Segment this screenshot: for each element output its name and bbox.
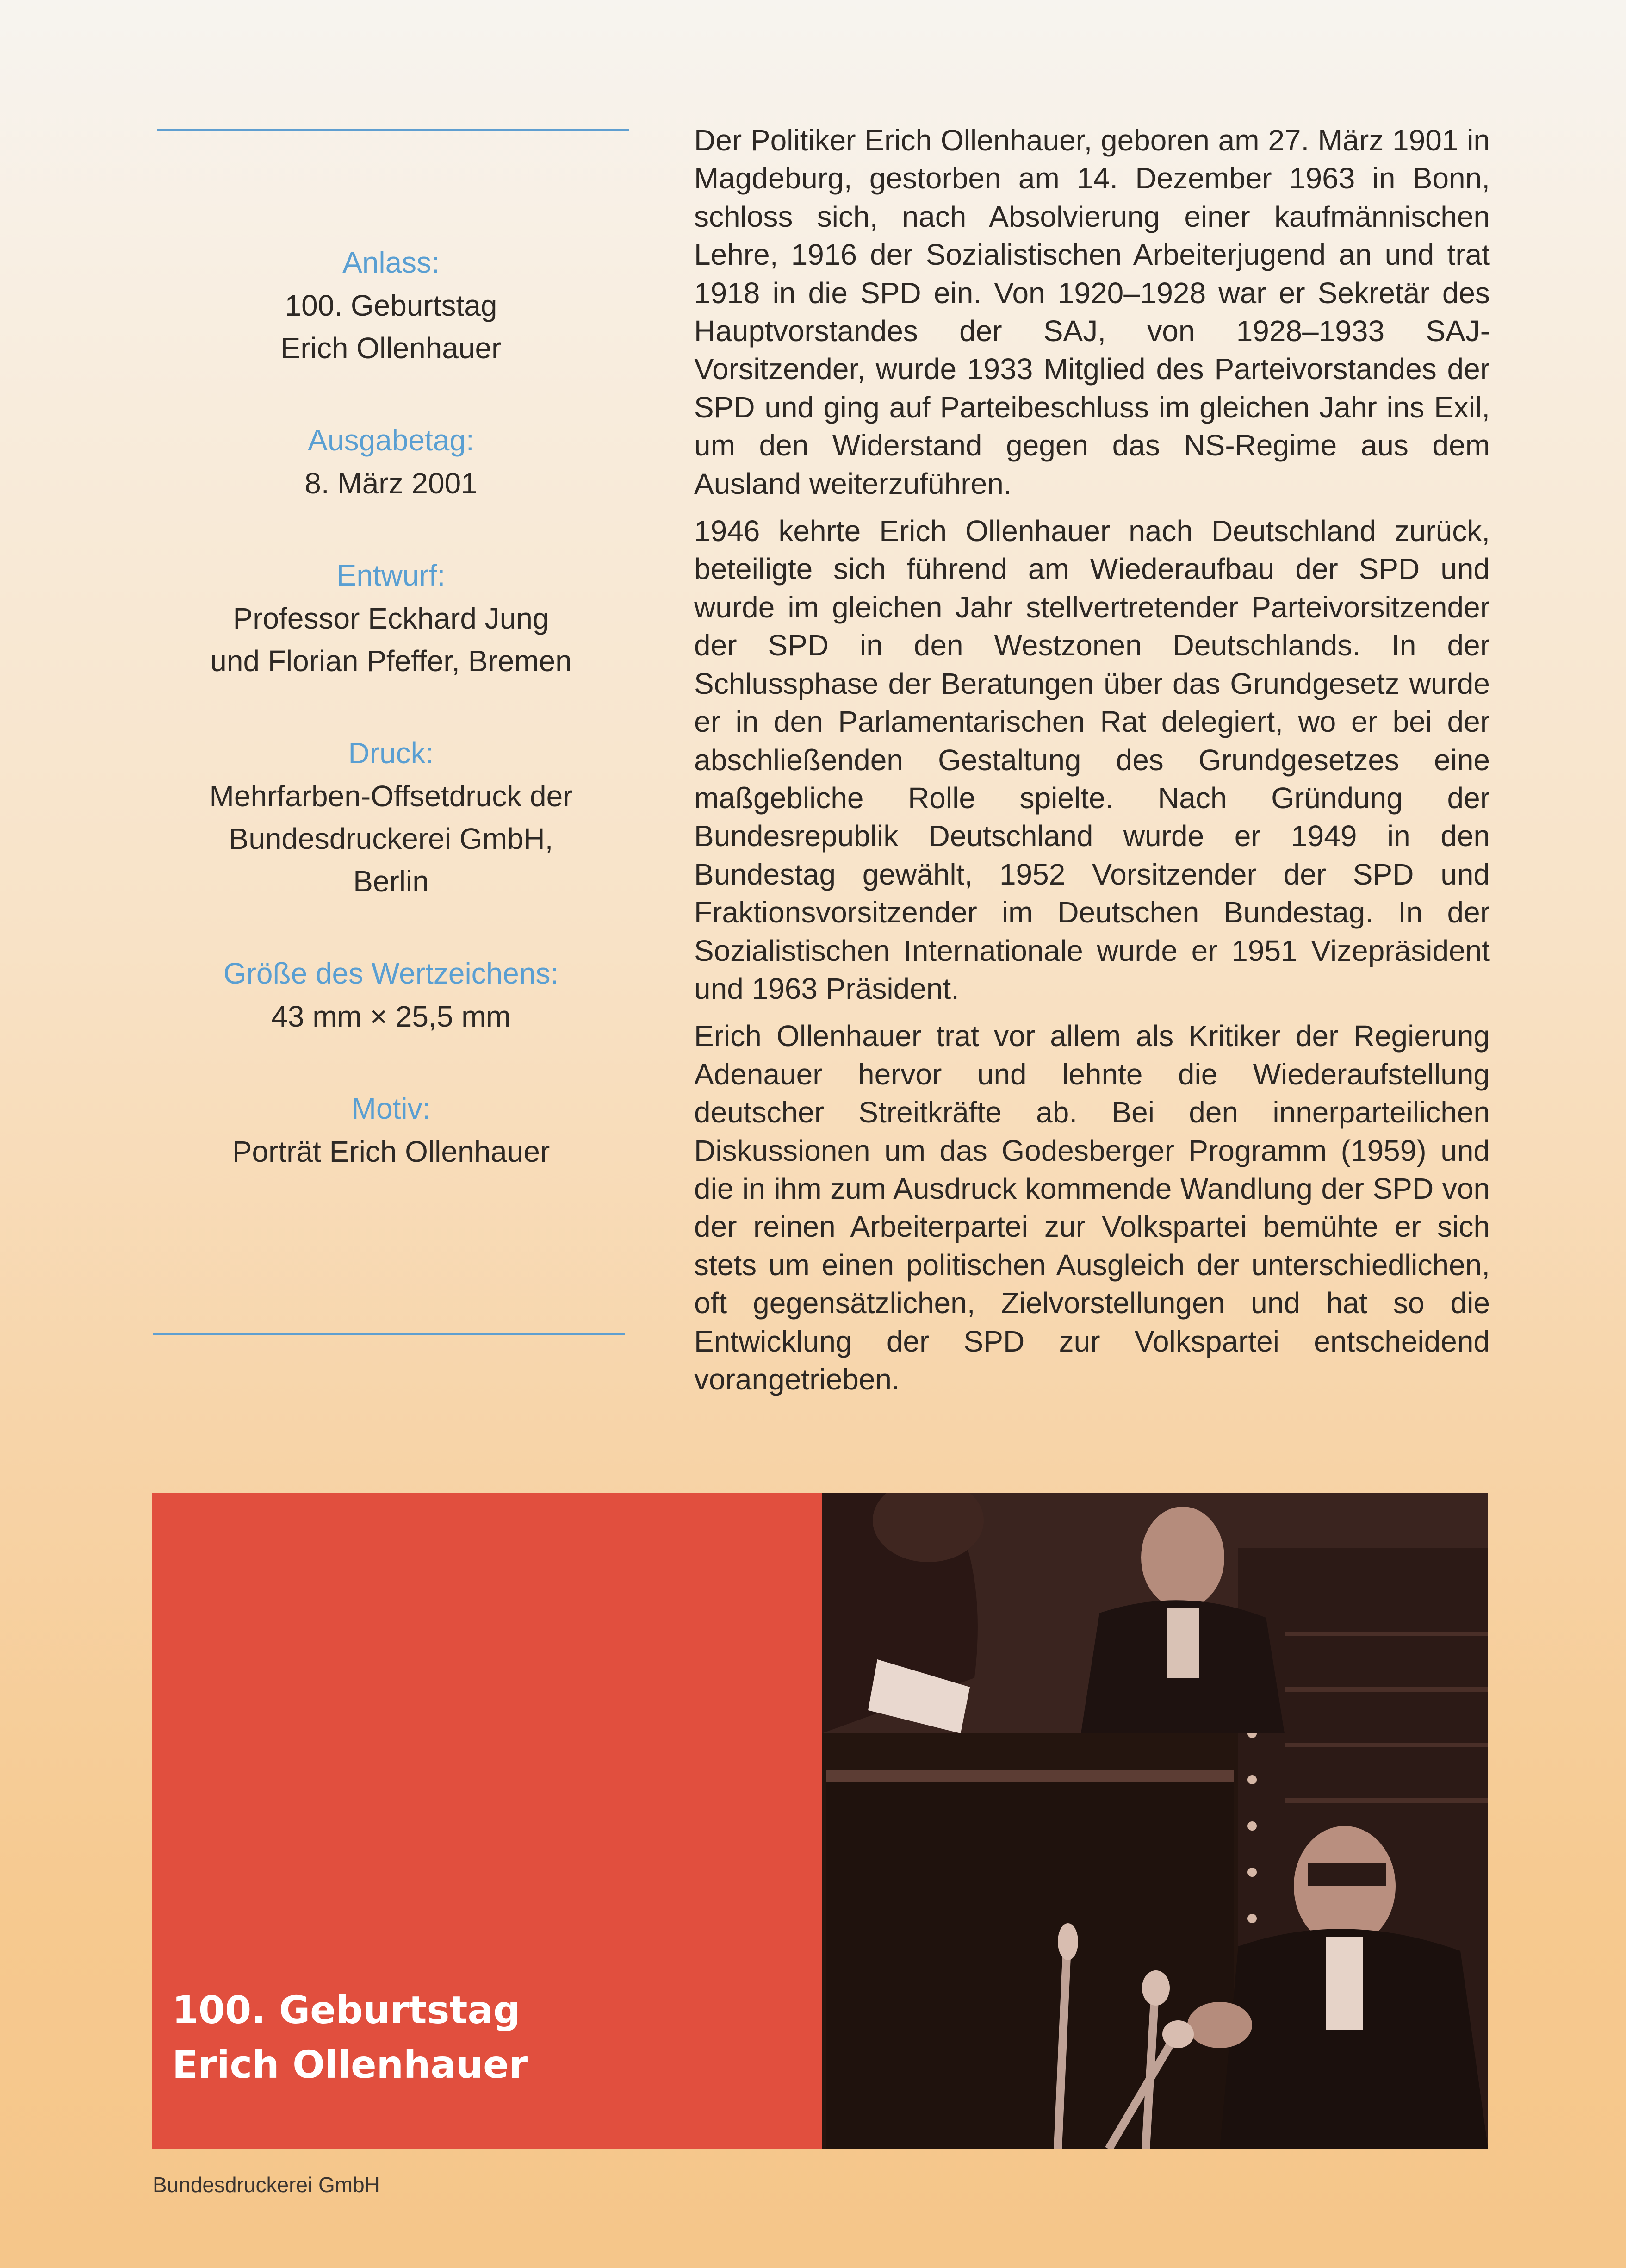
fact-value: Berlin xyxy=(353,865,429,898)
photo-illustration xyxy=(822,1493,1488,2149)
biography-text xyxy=(694,121,1490,1408)
fact-motif xyxy=(160,1087,622,1173)
fact-label: Druck: xyxy=(348,736,434,770)
fact-label: Ausgabetag: xyxy=(308,424,474,457)
fact-design xyxy=(160,554,622,682)
stamp-banner xyxy=(152,1493,1488,2149)
banner-title-line: Erich Ollenhauer xyxy=(172,2043,528,2087)
bottom-divider xyxy=(153,1333,625,1335)
fact-value: und Florian Pfeffer, Bremen xyxy=(210,644,572,678)
fact-occasion xyxy=(160,241,622,369)
fact-label: Entwurf: xyxy=(336,559,446,592)
fact-issue-date xyxy=(160,418,622,505)
publisher-footer: Bundesdruckerei GmbH xyxy=(153,2173,380,2197)
fact-value: 8. März 2001 xyxy=(304,467,478,500)
fact-print xyxy=(160,731,622,903)
fact-stamp-size xyxy=(160,952,622,1038)
fact-value: 43 mm × 25,5 mm xyxy=(271,1000,511,1033)
fact-value: Erich Ollenhauer xyxy=(280,331,502,365)
banner-title xyxy=(172,1983,528,2093)
banner-red-panel xyxy=(152,1493,822,2149)
fact-value: Mehrfarben-Offsetdruck der xyxy=(209,779,573,813)
stamp-facts xyxy=(160,241,622,1222)
paragraph: Erich Ollenhauer trat vor allem als Kritiker der Regierung Adenauer hervor und lehnte die Wiederaufstellung deutscher Streitkräfte ab. Bei den innerparteilichen Diskussionen um das Godesberger Programm (1959) und die in ihm zum Ausdruck kommende Wandlung der SPD von der reinen Arbeiterpartei zur Volkspartei bemühte er sich stets um einen politischen Ausgleich der unterschiedlichen, oft gegensätzlichen, Zielvorstellungen und hat so die Entwicklung der SPD zur Volkspartei entscheidend vorangetrieben. xyxy=(694,1019,1490,1396)
fact-label: Anlass: xyxy=(342,246,440,279)
fact-value: 100. Geburtstag xyxy=(285,289,497,322)
fact-label: Größe des Wertzeichens: xyxy=(223,957,559,990)
paragraph: Der Politiker Erich Ollenhauer, geboren am 27. März 1901 in Magdeburg, gestorben am 14. Dezember 1963 in Bonn, schloss sich, nach Absolvierung einer kaufmännischen Lehre, 1916 der Sozialistischen Arbeiterjugend an und trat 1918 in die SPD ein. Von 1920–1928 war er Sekretär des Hauptvorstandes der SAJ, von 1928–1933 SAJ-Vorsitzender, wurde 1933 Mitglied des Parteivorstandes der SPD und ging auf Parteibeschluss im gleichen Jahr ins Exil, um den Widerstand gegen das NS-Regime aus dem Ausland weiterzuführen. xyxy=(694,124,1490,500)
fact-value: Porträt Erich Ollenhauer xyxy=(232,1135,550,1168)
fact-value: Bundesdruckerei GmbH, xyxy=(229,822,553,855)
portrait-photo xyxy=(822,1493,1488,2149)
top-divider xyxy=(157,129,629,131)
fact-label: Motiv: xyxy=(351,1092,431,1125)
paragraph: 1946 kehrte Erich Ollenhauer nach Deutschland zurück, beteiligte sich führend am Wiederaufbau der SPD und wurde im gleichen Jahr stellvertretender Parteivorsitzender der SPD in den Westzonen Deutschlands. In der Schlussphase der Beratungen über das Grundgesetz wurde er in den Parlamentarischen Rat delegiert, wo er bei der abschließenden Gestaltung des Grundgesetzes eine maßgebliche Rolle spielte. Nach Gründung der Bundesrepublik Deutschland wurde er 1949 in den Bundestag gewählt, 1952 Vorsitzender der SPD und Fraktionsvorsitzender im Deutschen Bundestag. In der Sozialistischen Internationale wurde er 1951 Vizepräsident und 1963 Präsident. xyxy=(694,514,1490,1005)
banner-title-line: 100. Geburtstag xyxy=(172,1988,521,2032)
fact-value: Professor Eckhard Jung xyxy=(233,602,549,635)
